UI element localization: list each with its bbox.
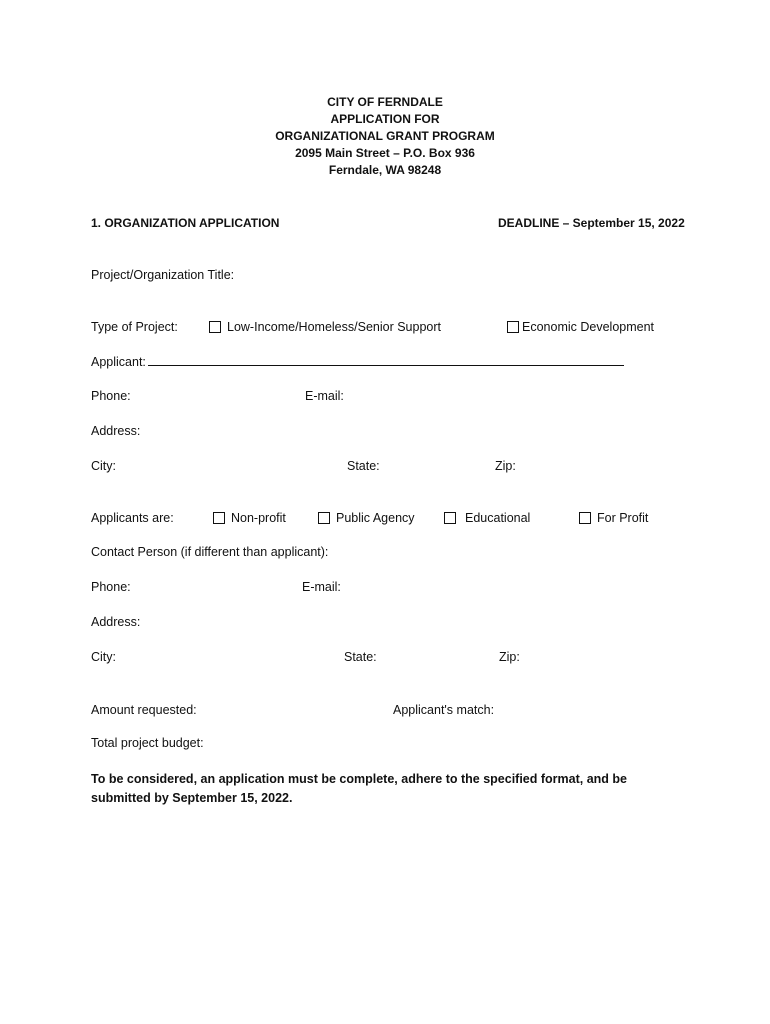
type-option-low-income-label: Low-Income/Homeless/Senior Support bbox=[227, 320, 441, 334]
type-option-economic-label: Economic Development bbox=[522, 320, 655, 334]
header-street: 2095 Main Street – P.O. Box 936 bbox=[295, 146, 475, 160]
submission-notice: To be considered, an application must be complete, adhere to the specified format, and be submitted by September 15, 2022. bbox=[91, 772, 627, 805]
amount-requested-label: Amount requested: bbox=[91, 703, 197, 717]
contact-person-label: Contact Person (if different than applicant): bbox=[91, 545, 329, 559]
contact-phone-label: Phone: bbox=[91, 580, 131, 594]
applicant-type-for-profit-label: For Profit bbox=[597, 511, 649, 525]
applicant-type-educational-label: Educational bbox=[465, 511, 531, 525]
deadline-label: DEADLINE – September 15, 2022 bbox=[498, 216, 685, 230]
header-city: CITY OF FERNDALE bbox=[327, 95, 443, 109]
applicant-type-nonprofit-label: Non-profit bbox=[231, 511, 286, 525]
applicant-line[interactable] bbox=[148, 354, 624, 366]
contact-email-label: E-mail: bbox=[302, 580, 341, 594]
applicant-type-public-agency-label: Public Agency bbox=[336, 511, 415, 525]
phone-label: Phone: bbox=[91, 389, 131, 403]
checkbox-economic-development[interactable] bbox=[507, 321, 519, 333]
applicant-type-public-agency[interactable] bbox=[318, 511, 415, 525]
checkbox-low-income[interactable] bbox=[209, 321, 221, 333]
checkbox-nonprofit[interactable] bbox=[213, 512, 225, 524]
contact-zip-label: Zip: bbox=[499, 650, 520, 664]
contact-address-label: Address: bbox=[91, 615, 141, 629]
state-label: State: bbox=[347, 459, 380, 473]
checkbox-public-agency[interactable] bbox=[318, 512, 330, 524]
contact-city-label: City: bbox=[91, 650, 116, 664]
contact-state-label: State: bbox=[344, 650, 377, 664]
type-option-economic[interactable] bbox=[507, 320, 654, 334]
applicant-label: Applicant: bbox=[91, 355, 146, 369]
project-title-label: Project/Organization Title: bbox=[91, 268, 235, 282]
checkbox-educational[interactable] bbox=[444, 512, 456, 524]
city-label: City: bbox=[91, 459, 116, 473]
applicant-row bbox=[91, 354, 624, 369]
type-of-project-label: Type of Project: bbox=[91, 320, 178, 334]
document-header bbox=[0, 94, 770, 179]
applicant-type-for-profit[interactable] bbox=[579, 511, 648, 525]
header-program: ORGANIZATIONAL GRANT PROGRAM bbox=[275, 129, 495, 143]
applicant-type-nonprofit[interactable] bbox=[213, 511, 286, 525]
section-title: 1. ORGANIZATION APPLICATION bbox=[91, 216, 280, 230]
applicants-match-label: Applicant's match: bbox=[393, 703, 495, 717]
address-label: Address: bbox=[91, 424, 141, 438]
applicants-are-label: Applicants are: bbox=[91, 511, 174, 525]
checkbox-for-profit[interactable] bbox=[579, 512, 591, 524]
total-budget-label: Total project budget: bbox=[91, 736, 204, 750]
header-city-state: Ferndale, WA 98248 bbox=[328, 163, 442, 177]
applicant-type-educational[interactable] bbox=[444, 511, 530, 525]
header-application-for: APPLICATION FOR bbox=[330, 112, 440, 126]
type-option-low-income[interactable] bbox=[209, 320, 441, 334]
zip-label: Zip: bbox=[495, 459, 516, 473]
email-label: E-mail: bbox=[305, 389, 344, 403]
